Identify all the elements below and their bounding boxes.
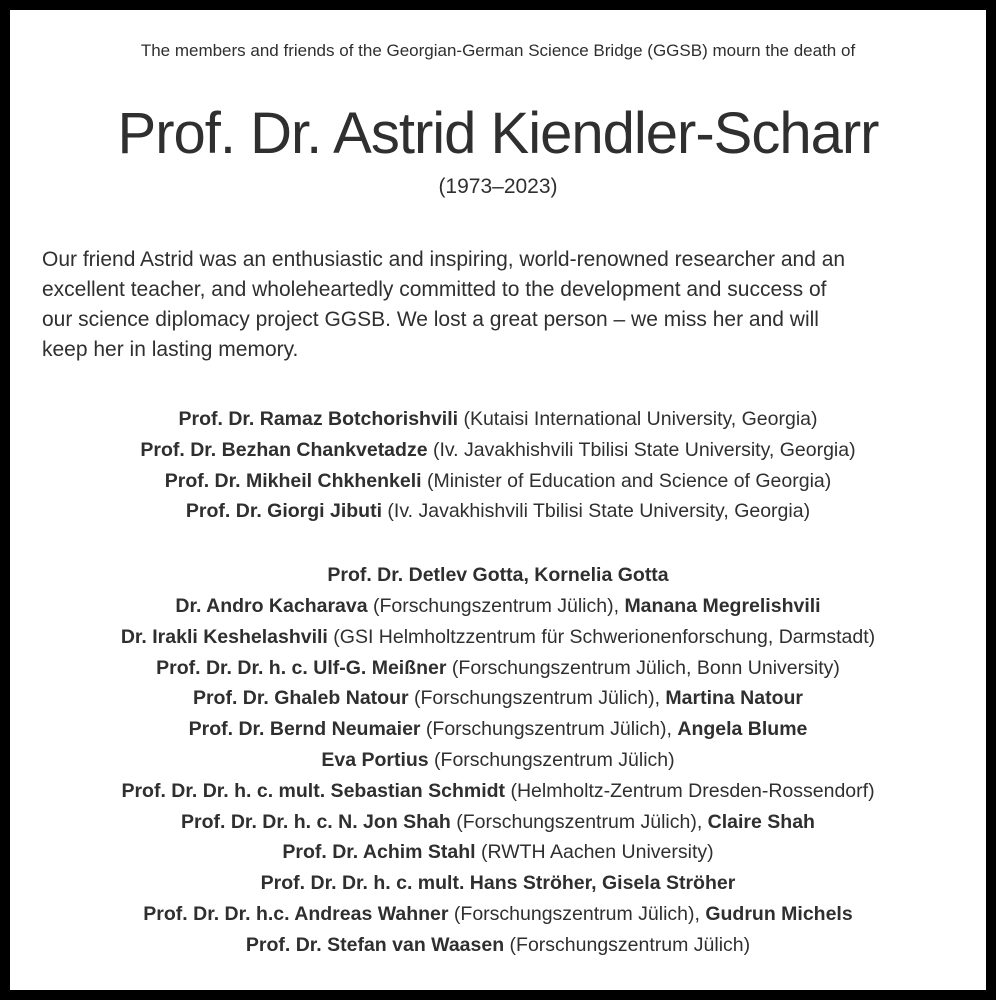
signatories-group-germany [10,560,986,960]
person-name: Dr. Irakli Keshelashvili [120,625,328,648]
text-segment: our science diplomacy project GGSB. We lost a great person – we miss her and will [42,308,819,331]
person-name: Prof. Dr. Bezhan Chankvetadze [140,438,428,461]
person-name: Prof. Dr. Achim Stahl [282,841,476,864]
text-segment: (Helmholtz-Zentrum Dresden-Rossendorf) [505,779,875,802]
deceased-name-title: Prof. Dr. Astrid Kiendler-Scharr [117,101,879,166]
signatory-line [10,404,986,435]
signatory-line [10,899,986,930]
text-segment: (Kutaisi International University, Georgia) [458,408,818,430]
signatory-line [10,435,986,466]
text-segment: (Forschungszentrum Jülich), [408,687,666,710]
person-name: Gudrun Michels [705,902,853,925]
person-name: Prof. Dr. Mikheil Chkhenkeli [164,469,422,492]
text-segment: (Forschungszentrum Jülich), [420,718,678,741]
person-name: Prof. Dr. Ramaz Botchorishvili [178,408,459,430]
text-segment: (GSI Helmholtzzentrum für Schwerionenforschung, Darmstadt) [327,625,876,648]
tribute-paragraph [42,245,960,365]
text-segment: (Forschungszentrum Jülich), [450,810,708,833]
text-segment: (RWTH Aachen University) [475,841,714,864]
tribute-line [42,275,960,305]
text-segment: keep her in lasting memory. [42,338,299,361]
text-segment: (Iv. Javakhishvili Tbilisi State University, Georgia) [382,500,811,523]
tribute-line [42,335,960,365]
person-name: Prof. Dr. Detlev Gotta, Kornelia Gotta [327,564,669,587]
text-segment: Our friend Astrid was an enthusiastic and inspiring, world-renowned researcher and an [42,248,846,271]
signatory-line [10,653,986,684]
person-name: Prof. Dr. Dr. h. c. mult. Hans Ströher, Gisela Ströher [260,872,736,895]
person-name: Angela Blume [677,718,808,741]
signatory-line [10,930,986,961]
person-name: Martina Natour [665,687,804,710]
text-segment: (Forschungszentrum Jülich), [448,902,706,925]
text-segment: (Forschungszentrum Jülich, Bonn University) [446,656,840,679]
signatory-line [10,745,986,776]
text-segment: (Forschungszentrum Jülich), [367,594,625,617]
text-segment: (Forschungszentrum Jülich) [428,748,675,771]
memorial-intro-text: The members and friends of the Georgian-German Science Bridge (GGSB) mourn the death of [140,41,856,60]
person-name: Prof. Dr. Giorgi Jibuti [185,500,383,523]
person-name: Prof. Dr. Dr. h. c. N. Jon Shah [181,810,451,833]
person-name: Prof. Dr. Dr. h. c. Ulf-G. Meißner [156,656,447,679]
person-name: Eva Portius [321,748,429,771]
signatory-line [10,496,986,527]
person-name: Dr. Andro Kacharava [175,594,368,617]
person-name: Manana Megrelishvili [624,594,821,617]
tribute-line [42,245,960,275]
signatory-line [10,714,986,745]
text-segment: (Iv. Javakhishvili Tbilisi State University, Georgia) [427,438,856,461]
text-segment: (Minister of Education and Science of Georgia) [421,469,832,492]
signatories-group-georgia [10,404,986,527]
signatory-line [10,683,986,714]
signatory-line [10,807,986,838]
text-segment: (Forschungszentrum Jülich) [504,933,751,956]
tribute-line [42,305,960,335]
person-name: Claire Shah [707,810,815,833]
text-segment: excellent teacher, and wholeheartedly committed to the development and success of [42,278,827,301]
signatory-line [10,560,986,591]
signatory-line [10,868,986,899]
signatory-line [10,466,986,497]
person-name: Prof. Dr. Ghaleb Natour [192,687,409,710]
person-name: Prof. Dr. Stefan van Waasen [245,933,505,956]
person-name: Prof. Dr. Bernd Neumaier [188,718,421,741]
life-years: (1973–2023) [438,175,558,198]
person-name: Prof. Dr. Dr. h. c. mult. Sebastian Schmidt [121,779,506,802]
signatory-line [10,591,986,622]
signatory-line [10,837,986,868]
signatory-line [10,776,986,807]
person-name: Prof. Dr. Dr. h.c. Andreas Wahner [143,902,449,925]
signatory-line [10,622,986,653]
